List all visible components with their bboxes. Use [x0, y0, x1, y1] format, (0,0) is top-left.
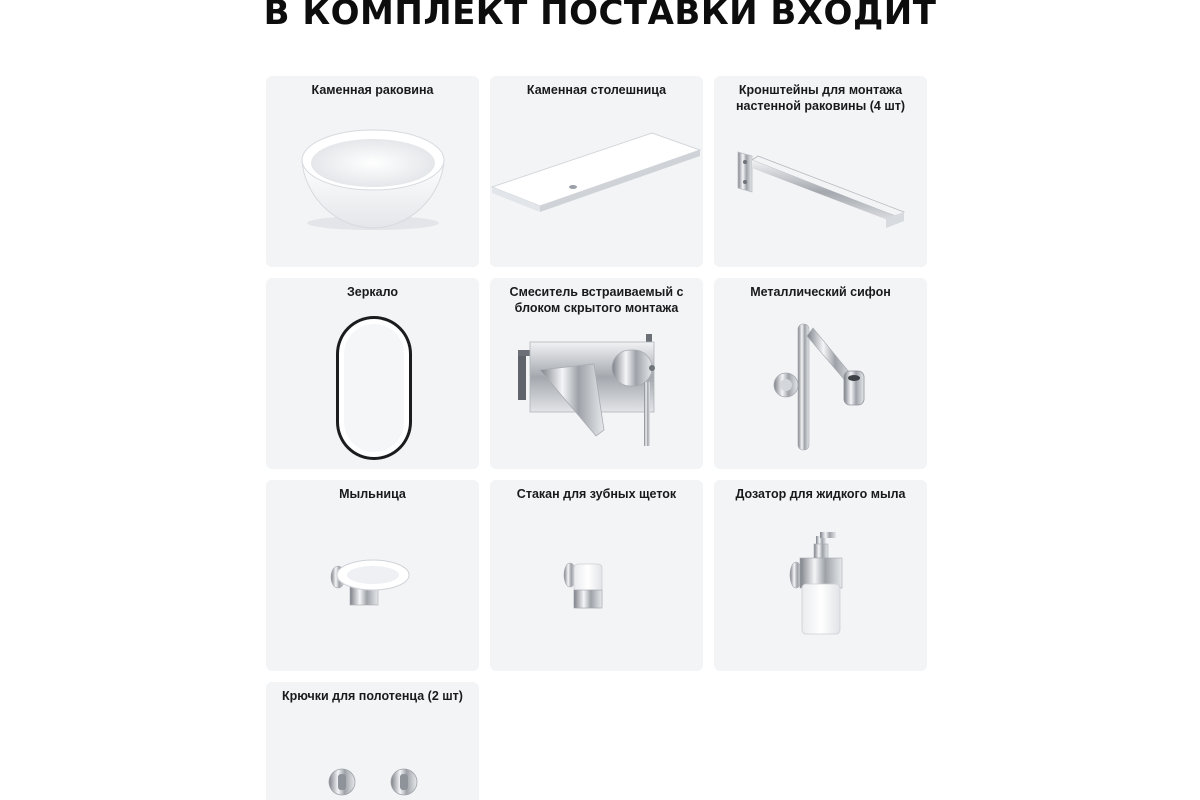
item-label: Крючки для полотенца (2 шт) — [282, 689, 463, 703]
soap-dispenser-icon — [714, 480, 927, 671]
item-card-wall-brackets — [714, 76, 927, 267]
item-label: Каменная столешница — [526, 83, 667, 97]
item-card-soap-dish — [266, 480, 479, 671]
item-label: Зеркало — [346, 285, 399, 299]
item-card-built-in-faucet — [490, 278, 703, 469]
item-card-soap-dispenser — [714, 480, 927, 671]
toothbrush-cup-icon — [490, 480, 703, 671]
item-label: Кронштейны для монтажа настенной раковины (4 шт) — [735, 83, 906, 113]
metal-siphon-icon — [714, 278, 927, 469]
soap-dish-icon — [266, 480, 479, 671]
item-card-stone-countertop — [490, 76, 703, 267]
stone-sink-icon — [266, 76, 479, 267]
item-card-towel-hooks — [266, 682, 479, 800]
item-label: Смеситель встраиваемый с блоком скрытого монтажа — [509, 285, 684, 315]
item-label: Каменная раковина — [311, 83, 434, 97]
item-card-metal-siphon — [714, 278, 927, 469]
item-label: Стакан для зубных щеток — [516, 487, 677, 501]
item-card-toothbrush-cup — [490, 480, 703, 671]
item-label: Мыльница — [339, 487, 406, 501]
item-card-stone-sink — [266, 76, 479, 267]
page-title: В КОМПЛЕКТ ПОСТАВКИ ВХОДИТ — [263, 0, 937, 33]
stone-countertop-icon — [490, 76, 703, 267]
item-label: Металлический сифон — [750, 285, 891, 299]
mirror-icon — [266, 278, 479, 469]
item-card-mirror — [266, 278, 479, 469]
item-label: Дозатор для жидкого мыла — [735, 487, 906, 501]
